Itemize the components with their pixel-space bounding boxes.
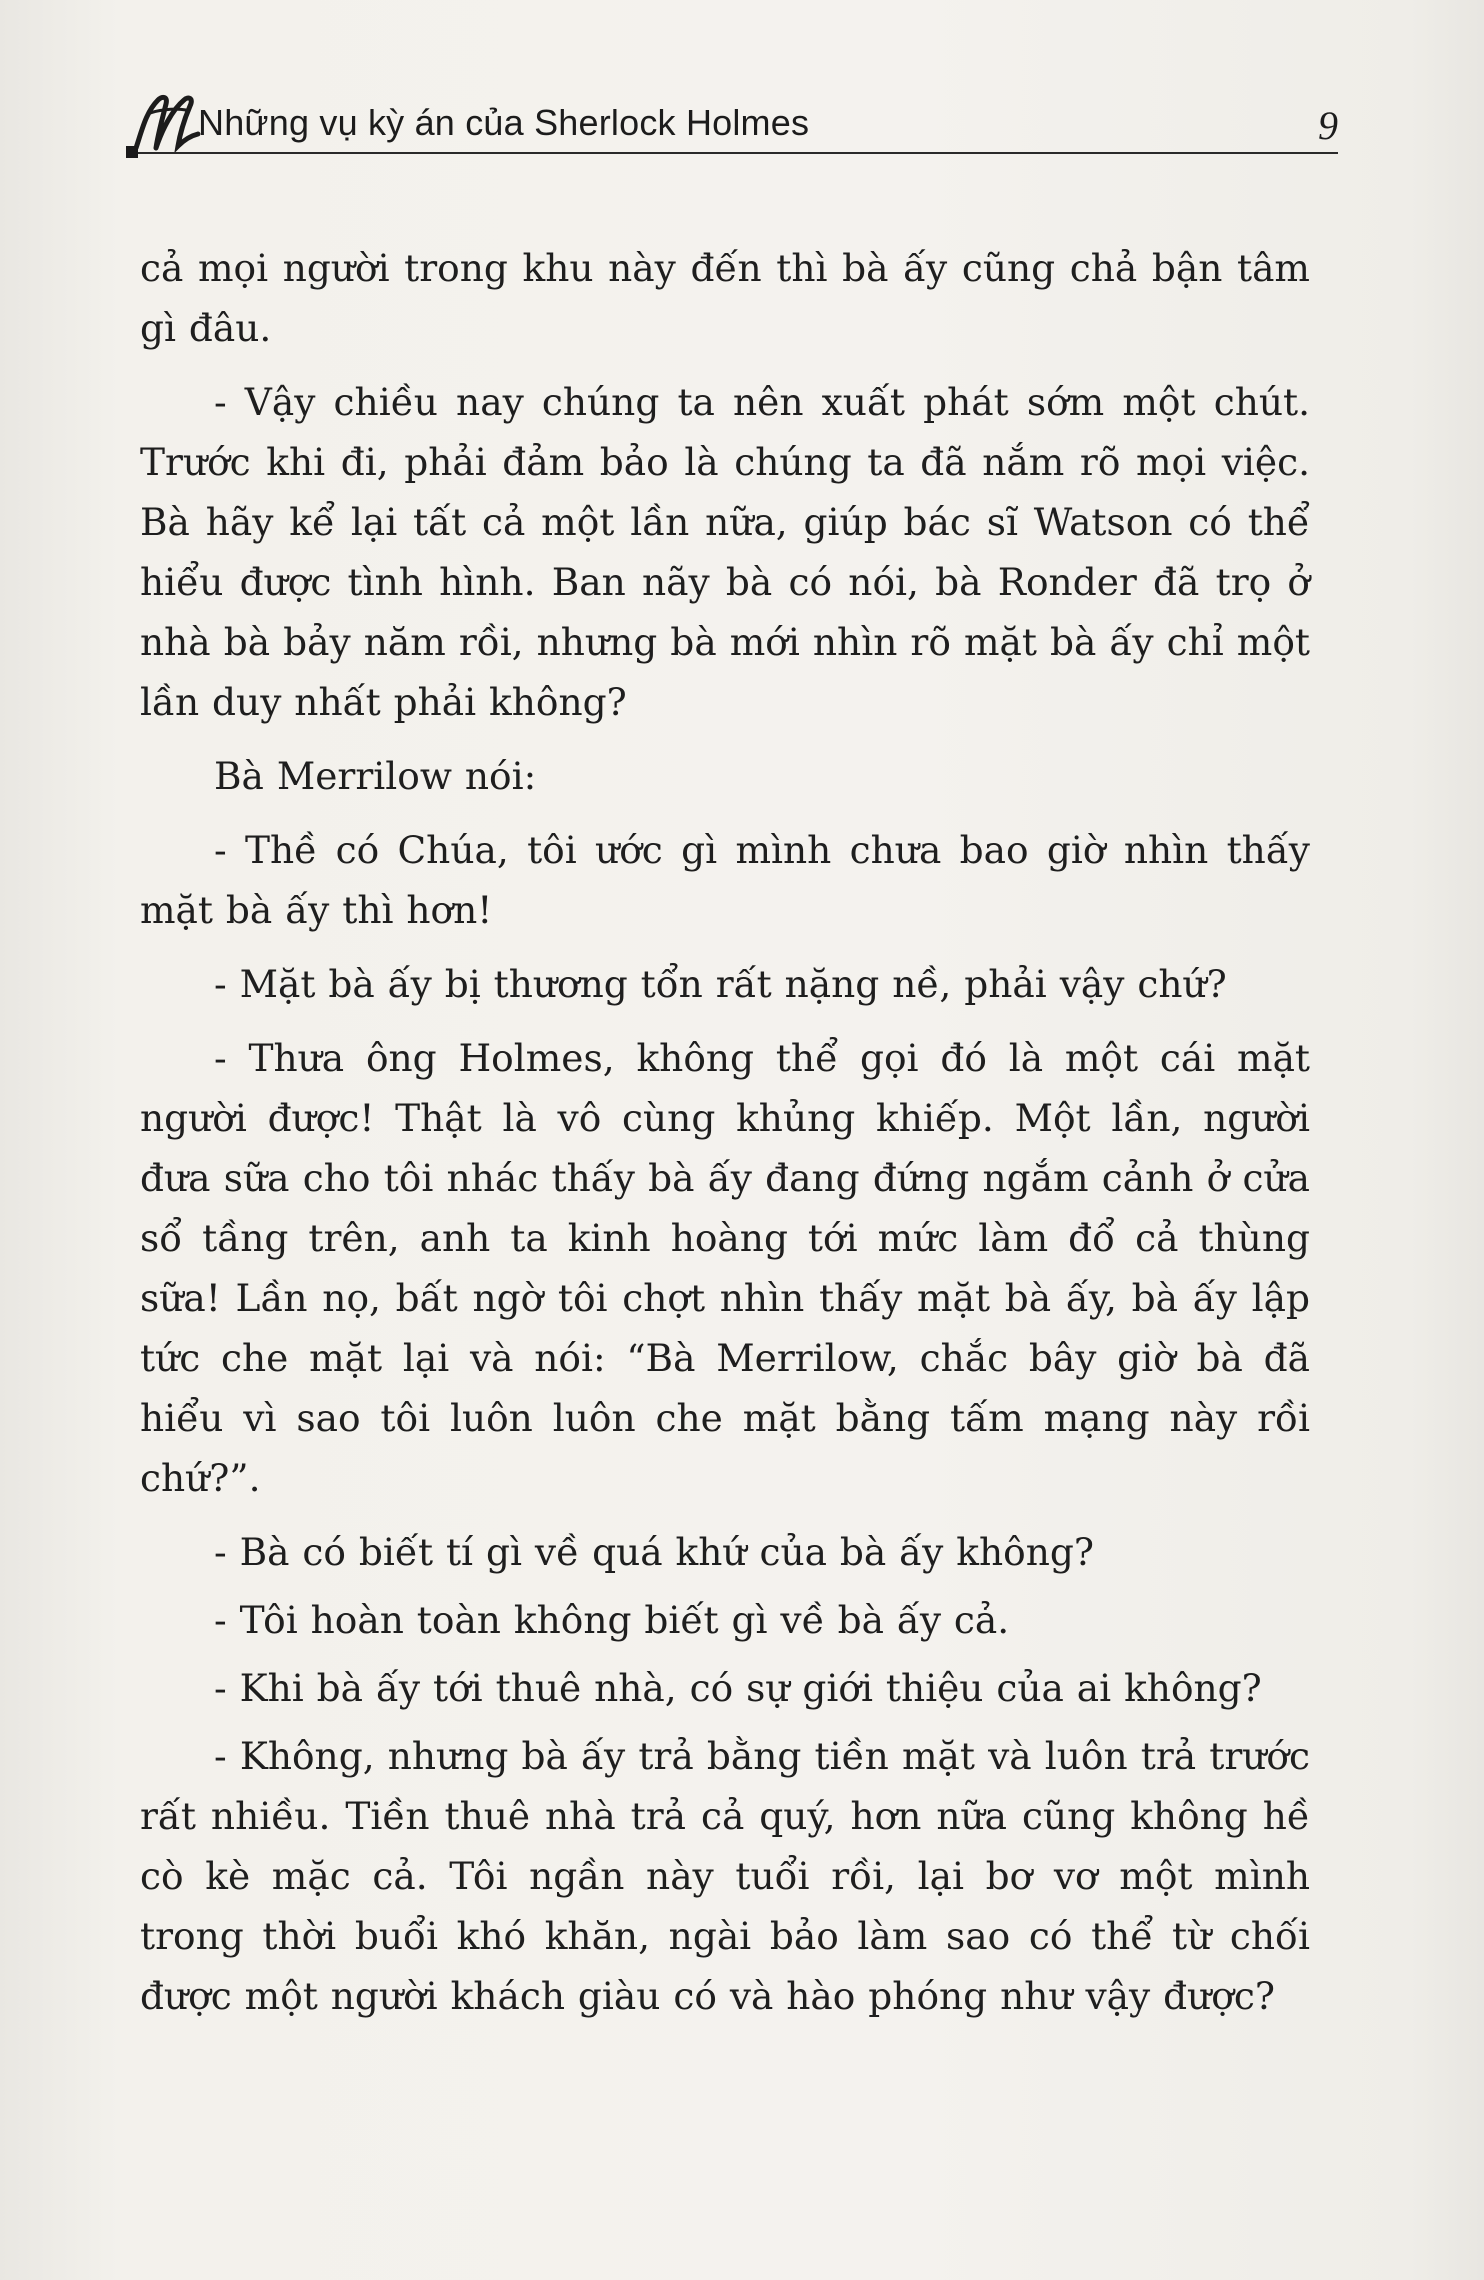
paragraph: Bà Merrilow nói: xyxy=(214,754,537,798)
paragraph: - Không, nhưng bà ấy trả bằng tiền mặt và luôn trả trước rất nhiều. Tiền thuê nhà trả cả quý, hơn nữa cũng không hề cò kè mặc cả. Tôi ngần này tuổi rồi, lại bơ vơ một mình trong thời buổi khó khăn, ngài bảo làm sao có thể từ chối được một người khách giàu có và hào phóng như vậy được? xyxy=(140,1734,1310,2018)
paragraph: - Mặt bà ấy bị thương tổn rất nặng nề, phải vậy chứ? xyxy=(214,962,1227,1006)
paragraph: - Khi bà ấy tới thuê nhà, có sự giới thiệu của ai không? xyxy=(214,1666,1262,1710)
body-text xyxy=(140,238,1310,2040)
paragraph: - Tôi hoàn toàn không biết gì về bà ấy cả. xyxy=(214,1598,1010,1642)
paragraph: - Vậy chiều nay chúng ta nên xuất phát sớm một chút. Trước khi đi, phải đảm bảo là chúng ta đã nắm rõ mọi việc. Bà hãy kể lại tất cả một lần nữa, giúp bác sĩ Watson có thể hiểu được tình hình. Ban nãy bà có nói, bà Ronder đã trọ ở nhà bà bảy năm rồi, nhưng bà mới nhìn rõ mặt bà ấy chỉ một lần duy nhất phải không? xyxy=(140,380,1310,724)
paragraph: - Thề có Chúa, tôi ước gì mình chưa bao giờ nhìn thấy mặt bà ấy thì hơn! xyxy=(140,828,1310,932)
page-number: 9 xyxy=(1318,103,1338,148)
header-bullet-square xyxy=(126,146,138,158)
paragraph: - Bà có biết tí gì về quá khứ của bà ấy không? xyxy=(214,1530,1094,1574)
header-divider xyxy=(128,152,1338,154)
running-header xyxy=(128,96,1338,160)
paragraph: - Thưa ông Holmes, không thể gọi đó là một cái mặt người được! Thật là vô cùng khủng khiếp. Một lần, người đưa sữa cho tôi nhác thấy bà ấy đang đứng ngắm cảnh ở cửa sổ tầng trên, anh ta kinh hoàng tới mức làm đổ cả thùng sữa! Lần nọ, bất ngờ tôi chợt nhìn thấy mặt bà ấy, bà ấy lập tức che mặt lại và nói: “Bà Merrilow, chắc bây giờ bà đã hiểu vì sao tôi luôn luôn che mặt bằng tấm mạng này rồi chứ?”. xyxy=(140,1036,1310,1500)
paragraph-continued: cả mọi người trong khu này đến thì bà ấy cũng chả bận tâm gì đâu. xyxy=(140,246,1310,350)
running-header-title: Những vụ kỳ án của Sherlock Holmes xyxy=(198,102,810,143)
decorative-initial-icon xyxy=(128,90,206,160)
